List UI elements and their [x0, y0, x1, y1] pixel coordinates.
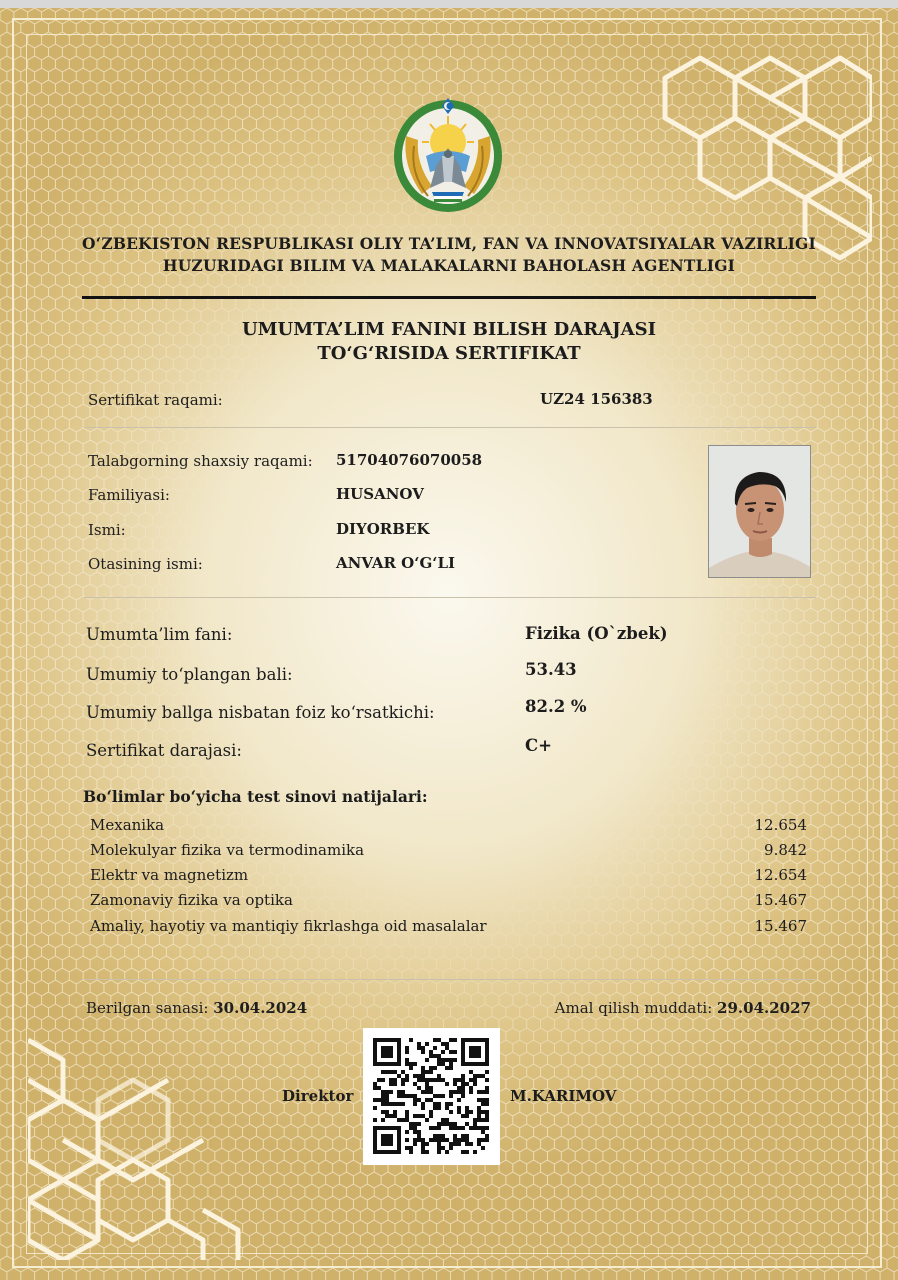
certificate-number-label: Sertifikat raqami:	[88, 391, 223, 409]
issued-value: 30.04.2024	[213, 999, 308, 1017]
ministry-line-2: HUZURIDAGI BILIM VA MALAKALARNI BAHOLASH AGENTLIGI	[162, 256, 736, 275]
certificate-title-line-2: TO‘G‘RISIDA SERTIFIKAT	[317, 343, 581, 364]
director-label: Direktor	[282, 1087, 354, 1105]
valid-until	[555, 999, 811, 1017]
divider	[84, 597, 816, 598]
name-value: DIYORBEK	[336, 520, 430, 538]
issued-label: Berilgan sanasi:	[86, 999, 209, 1017]
section-name: Elektr va magnetizm	[90, 866, 249, 884]
patronymic-value: ANVAR O‘G‘LI	[336, 554, 456, 572]
surname-label: Familiyasi:	[88, 486, 170, 504]
section-name: Mexanika	[90, 816, 165, 834]
certificate-number-value: UZ24 156383	[540, 390, 653, 408]
verification-qr-code-icon[interactable]	[363, 1028, 500, 1165]
section-score: 12.654	[754, 866, 807, 884]
percent-value: 82.2 %	[525, 697, 587, 716]
director-name: M.KARIMOV	[510, 1087, 617, 1105]
percent-label: Umumiy ballga nisbatan foiz ko‘rsatkichi:	[86, 703, 435, 722]
subject-label: Umumta’lim fani:	[86, 625, 233, 644]
sections-heading: Bo‘limlar bo‘yicha test sinovi natijalari:	[83, 787, 428, 806]
section-score: 15.467	[754, 917, 807, 935]
section-score: 9.842	[764, 841, 807, 859]
pin-value: 51704076070058	[336, 451, 483, 469]
level-value: C+	[525, 736, 552, 755]
subject-value: Fizika (O`zbek)	[525, 624, 668, 643]
certificate-sheet	[0, 8, 898, 1280]
section-score: 15.467	[754, 891, 807, 909]
surname-value: HUSANOV	[336, 485, 424, 503]
valid-value: 29.04.2027	[717, 999, 811, 1017]
corner-ornament-bottom-left	[28, 1020, 260, 1260]
patronymic-label: Otasining ismi:	[88, 555, 203, 573]
state-emblem-icon	[392, 96, 504, 214]
section-score: 12.654	[754, 816, 807, 834]
section-name: Amaliy, hayotiy va mantiqiy fikrlashga oid masalalar	[90, 917, 487, 935]
certificate-title-line-1: UMUMTA’LIM FANINI BILISH DARAJASI	[241, 319, 657, 340]
name-label: Ismi:	[88, 521, 126, 539]
level-label: Sertifikat darajasi:	[86, 741, 242, 760]
ministry-line-1: O‘ZBEKISTON RESPUBLIKASI OLIY TA’LIM, FAN VA INNOVATSIYALAR VAZIRLIGI	[82, 234, 816, 253]
issued-date	[86, 999, 307, 1017]
applicant-photo-icon	[708, 445, 811, 578]
divider	[84, 427, 816, 428]
divider	[84, 979, 816, 980]
total-score-label: Umumiy to‘plangan bali:	[86, 665, 293, 684]
section-name: Molekulyar fizika va termodinamika	[90, 841, 365, 859]
section-name: Zamonaviy fizika va optika	[90, 891, 293, 909]
header-divider	[82, 296, 816, 299]
valid-label: Amal qilish muddati:	[554, 999, 713, 1017]
pin-label: Talabgorning shaxsiy raqami:	[88, 452, 313, 470]
total-score-value: 53.43	[525, 660, 577, 679]
